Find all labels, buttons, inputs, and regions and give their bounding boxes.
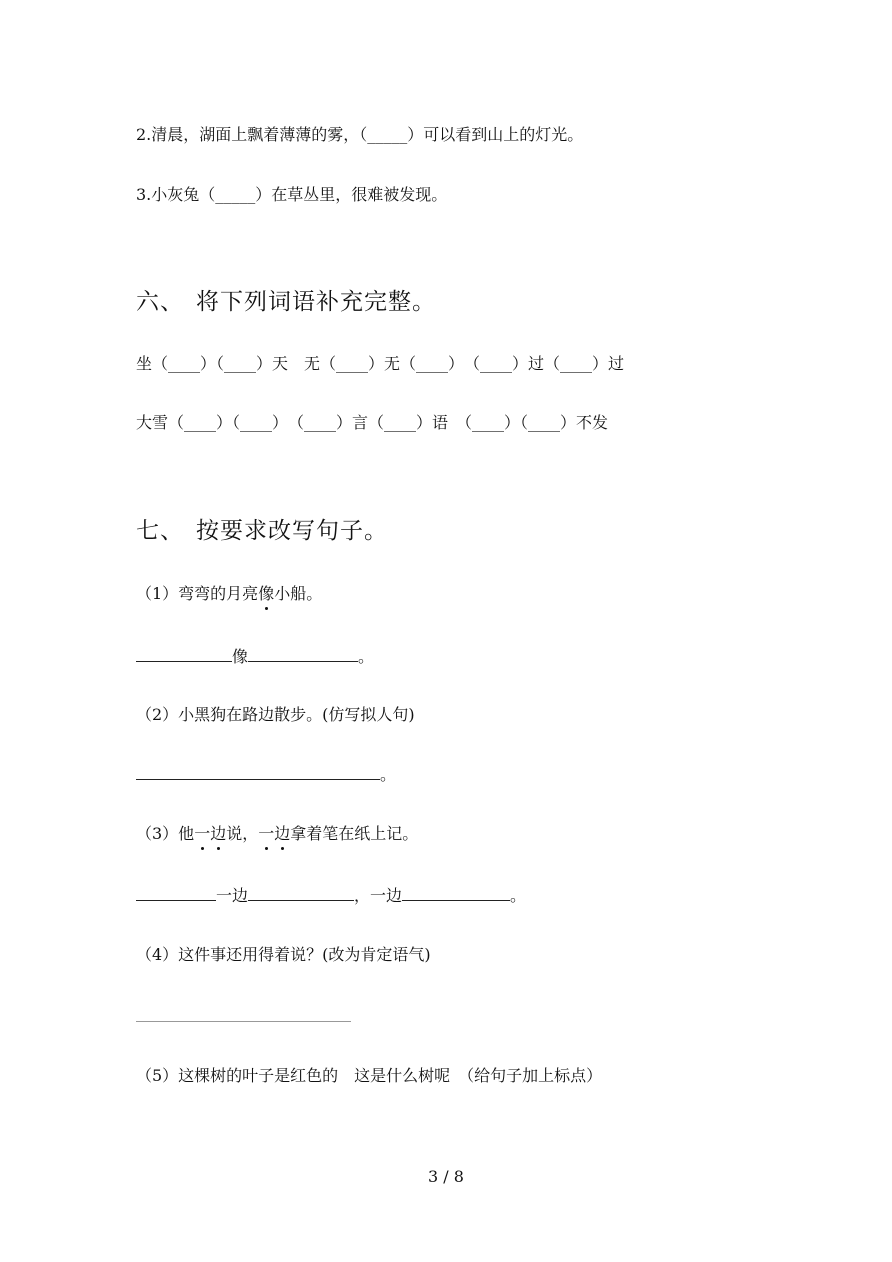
section-6-title: 将下列词语补充完整。 — [196, 289, 436, 315]
section-7-title: 按要求改写句子。 — [196, 518, 388, 544]
item-3-prompt — [136, 823, 418, 845]
item-4-answer-line[interactable] — [136, 1021, 351, 1022]
item-3-answer-comma: ， — [354, 886, 371, 905]
answer-blank[interactable] — [402, 886, 510, 901]
item-1-suffix: 小船。 — [274, 584, 323, 603]
question-3-text: 3.小灰兔（_____）在草丛里，很难被发现。 — [136, 185, 448, 204]
item-3-answer-end: 。 — [510, 886, 527, 905]
item-3-emphasized-char: 一 — [194, 824, 211, 843]
page-number: 3 / 8 — [428, 1167, 464, 1186]
section-6-heading — [136, 287, 436, 317]
item-3-answer-line — [136, 885, 526, 907]
item-1-prompt — [136, 583, 322, 605]
item-3-answer-word-2: 一边 — [370, 886, 403, 905]
item-1-answer-line — [136, 646, 374, 668]
item-3-part-c: 拿着笔在纸上记。 — [290, 824, 419, 843]
item-2-answer-line — [136, 764, 396, 786]
item-4-prompt: （4）这件事还用得着说？(改为肯定语气) — [136, 945, 431, 964]
item-1-emphasized-word: 像 — [258, 584, 275, 603]
item-1-answer-end: 。 — [358, 647, 375, 666]
answer-blank[interactable] — [136, 886, 216, 901]
section-7-number: 七、 — [136, 518, 184, 544]
answer-blank[interactable] — [248, 647, 358, 662]
answer-blank[interactable] — [136, 765, 380, 780]
item-3-part-a: （3）他 — [136, 824, 195, 843]
section-6-row-1: 坐（____）（____）天 无（____）无（____） （____）过（____）过 — [136, 354, 625, 373]
item-3-emphasized-char: 一 — [258, 824, 275, 843]
item-2-answer-end: 。 — [380, 765, 397, 784]
item-3-part-b: 说， — [226, 824, 259, 843]
section-6-number: 六、 — [136, 289, 184, 315]
answer-blank[interactable] — [248, 886, 354, 901]
item-3-emphasized-char: 边 — [274, 824, 291, 843]
item-3-answer-word-1: 一边 — [216, 886, 249, 905]
item-1-answer-word: 像 — [232, 647, 249, 666]
answer-blank[interactable] — [136, 647, 232, 662]
item-2-prompt: （2）小黑狗在路边散步。(仿写拟人句) — [136, 705, 415, 724]
item-3-emphasized-char: 边 — [210, 824, 227, 843]
section-6-row-2: 大雪（____）（____） （____）言（____）语 （____）（____）不发 — [136, 413, 609, 432]
item-5-prompt: （5）这棵树的叶子是红色的 这是什么树呢 （给句子加上标点） — [136, 1066, 603, 1085]
question-2-text: 2.清晨，湖面上飘着薄薄的雾，（_____）可以看到山上的灯光。 — [136, 125, 584, 144]
section-7-heading — [136, 516, 388, 546]
item-1-prefix: （1）弯弯的月亮 — [136, 584, 259, 603]
